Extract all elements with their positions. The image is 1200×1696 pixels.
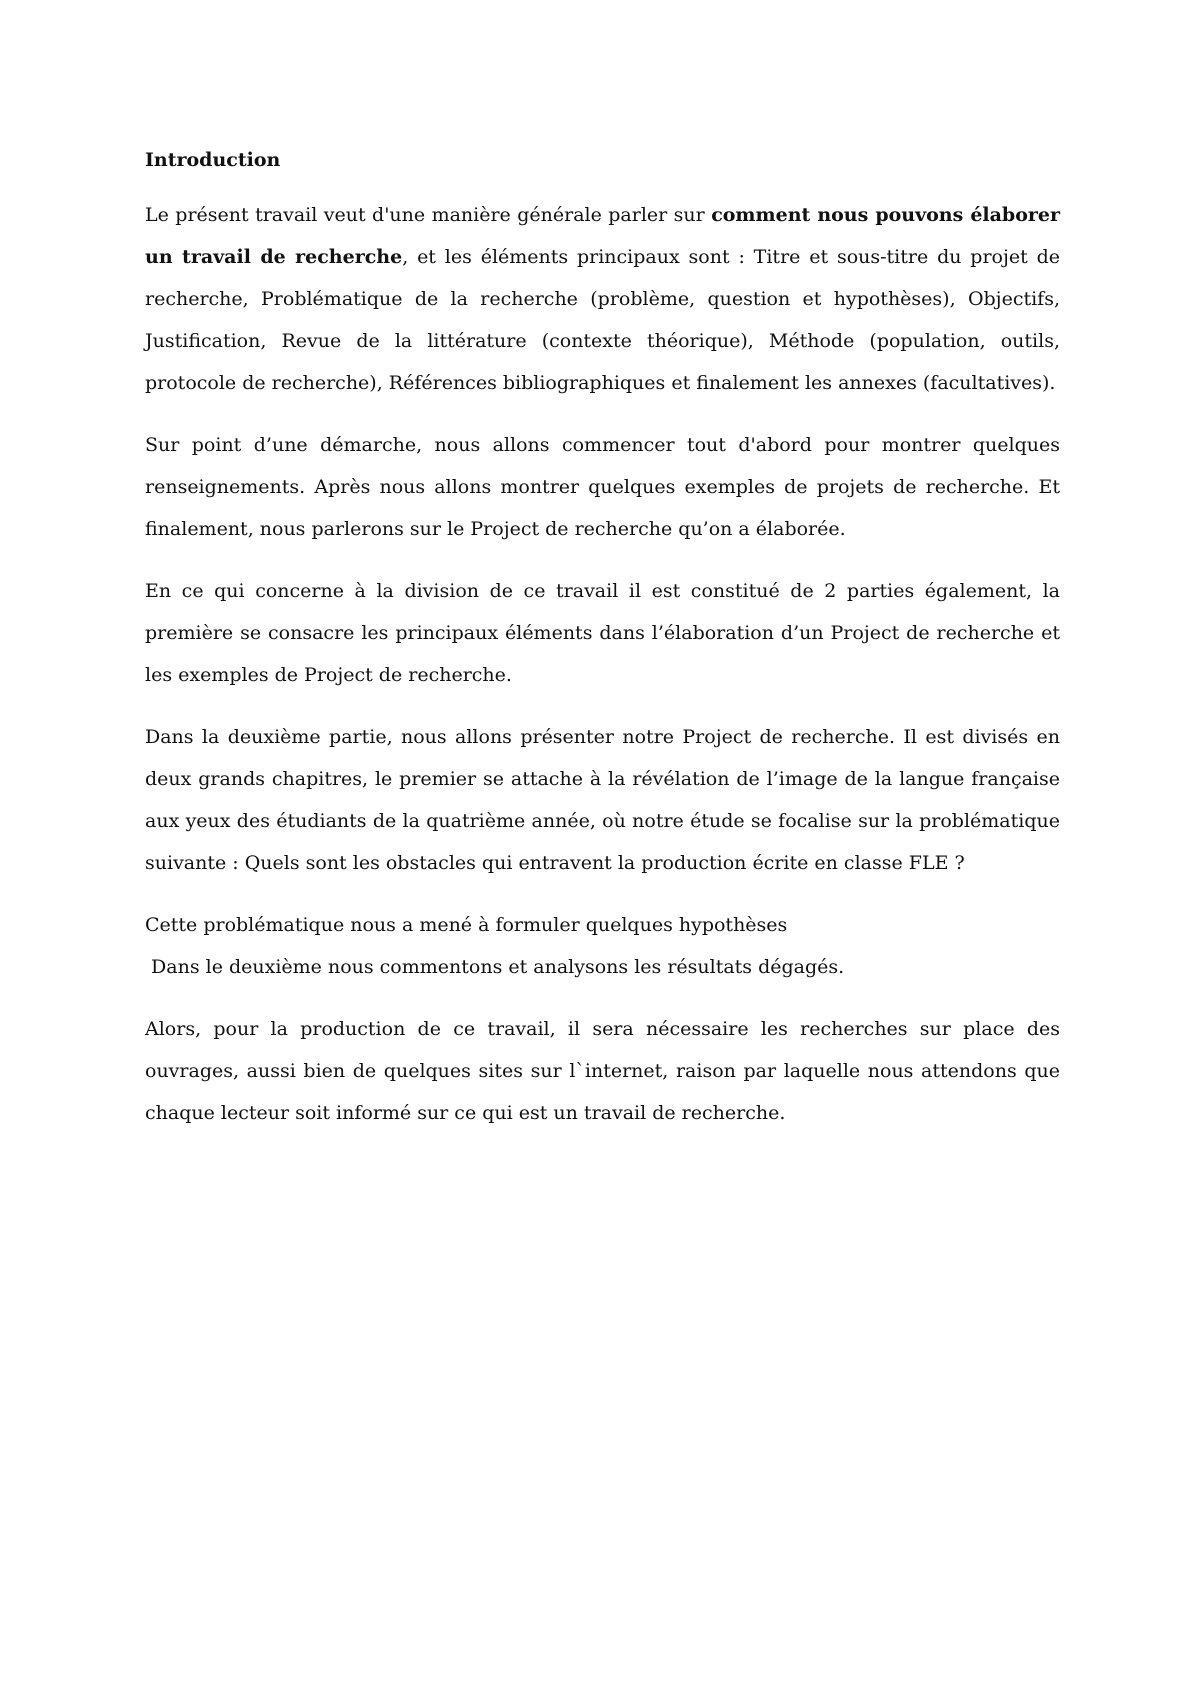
- paragraph-4: Dans la deuxième partie, nous allons présenter notre Project de recherche. Il est divisés en deux grands chapitres, le premier se attache à la révélation de l’image de la langue française aux yeux des étudiants de la quatrième année, où notre étude se focalise sur la problématique suivante : Quels sont les obstacles qui entravent la production écrite en classe FLE ?: [145, 726, 1060, 874]
- paragraph-5-line-1: Cette problématique nous a mené à formuler quelques hypothèses: [145, 914, 788, 936]
- paragraph-1: [145, 194, 1060, 404]
- section-heading: Introduction: [145, 149, 281, 171]
- paragraph-6: Alors, pour la production de ce travail, il sera nécessaire les recherches sur place des ouvrages, aussi bien de quelques sites sur l`internet, raison par laquelle nous attendons que chaque lecteur soit informé sur ce qui est un travail de recherche.: [145, 1018, 1060, 1124]
- paragraph-2: Sur point d’une démarche, nous allons commencer tout d'abord pour montrer quelques renseignements. Après nous allons montrer quelques exemples de projets de recherche. Et finalement, nous parlerons sur le Project de recherche qu’on a élaborée.: [145, 434, 1060, 540]
- document-body: [145, 144, 1060, 1154]
- paragraph-5-line-2: Dans le deuxième nous commentons et analysons les résultats dégagés.: [145, 956, 845, 978]
- paragraph-1-text-end: , et les éléments principaux sont : Titre et sous-titre du projet de recherche, Problématique de la recherche (problème, question et hypothèses), Objectifs, Justification, Revue de la littérature (contexte théorique), Méthode (population, outils, protocole de recherche), Références bibliographiques et finalement les annexes (facultatives).: [145, 246, 1061, 394]
- paragraph-1-bold-phrase: comment nous pouvons élaborer un travail de recherche: [145, 204, 1061, 268]
- paragraph-1-text-start: Le présent travail veut d'une manière générale parler sur: [145, 204, 712, 226]
- paragraph-3: En ce qui concerne à la division de ce travail il est constitué de 2 parties également, la première se consacre les principaux éléments dans l’élaboration d’un Project de recherche et les exemples de Project de recherche.: [145, 580, 1060, 686]
